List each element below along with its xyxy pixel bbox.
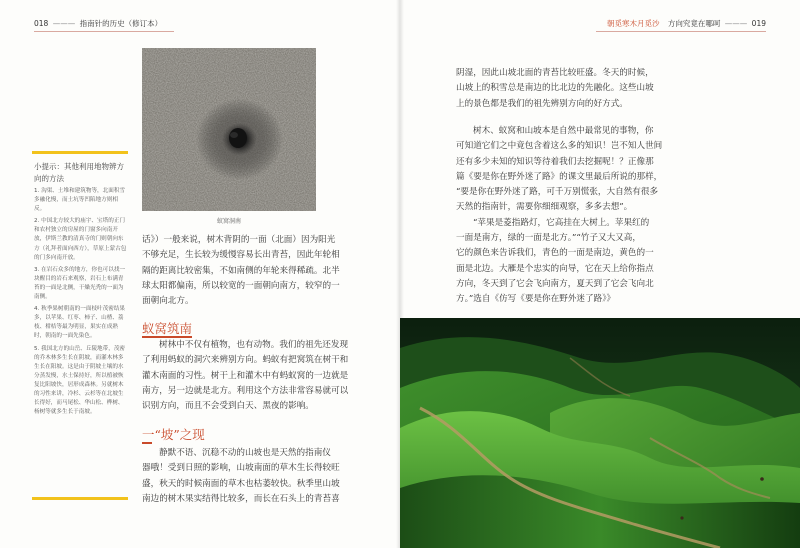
tip-bar-top	[32, 151, 128, 154]
text-line: 可知道它们之中竟包含着这么多的知识！岂不知人世间	[456, 141, 663, 152]
text-line: 球太阳都偏南，所以较宽的一面朝向南方，较窄的一	[142, 280, 340, 291]
text-line: 篇《要是你在野外迷了路》的课文里最后所说的那样，	[456, 171, 663, 182]
header-dash: ———	[724, 19, 748, 28]
section-name: 方向究竟在哪呵	[667, 19, 721, 28]
right-page-number: 019	[751, 19, 766, 28]
left-running-header	[34, 18, 162, 29]
text-line: 南边的树木果实结得比较多，而长在石头上的青苔喜	[142, 493, 340, 504]
right-header-rule	[596, 31, 766, 32]
left-page-number: 018	[34, 19, 49, 28]
left-paragraph-3	[142, 446, 360, 507]
text-line: 方向，冬天到了它会飞向南方，夏天到了它会飞向北	[456, 278, 654, 289]
section-rule	[142, 442, 152, 444]
right-running-header	[607, 18, 766, 29]
text-line: 方。”选自《仿写《要是你在野外迷了路》》	[456, 294, 616, 305]
tip-sidebar	[32, 151, 128, 500]
text-line: 静默不语、沉稳不动的山坡也是天然的指南仪	[159, 448, 331, 458]
text-line: 盛，秋天的时候南面的草木也枯萎较快。秋季里山坡	[142, 478, 340, 489]
ant-photo-caption: 蚁窝洞南	[216, 218, 241, 225]
text-line: 树林中不仅有植物，也有动物。我们的祖先还发现	[159, 340, 349, 350]
right-paragraph-1	[456, 66, 676, 112]
text-line: “要是你在野外迷了路，可千万别慌张，大自然有很多	[456, 187, 659, 198]
tip-item: 1. 沟渠、土堆和建筑物等，北面积雪多融化慢，而土坑等凹陷地方则相反。	[34, 188, 126, 213]
text-line: 它的颜色来告诉我们，青色的一面是南边，黄色的一	[456, 248, 654, 259]
tip-item: 5. 我国北方的山岳、丘陵地带，茂密的乔木林多生长在阴坡，而灌木林多生长在阳坡。这是由于阴坡土壤的水分蒸发慢，水土保持好，所以植被恢复比阳坡快，居形成森林。另就树木的习性来讲，冷杉、云杉等在北坡生长得好，而马尾松、华山松、桦树、杨树等就多生长于南坡。	[34, 345, 126, 416]
left-header-rule	[34, 31, 174, 32]
text-line: 灌木南面的习性。树干上和灌木中有蚂蚁窝的一边就是	[142, 370, 349, 381]
book-title: 指南针的历史（修订本）	[79, 19, 163, 28]
text-line: 话》）一般来说，树木背阴的一面（北面）因为阳光	[142, 235, 336, 245]
left-paragraph-1	[142, 233, 360, 309]
text-line: 山坡上的积雪总是南边的比北边的先融化。这些山坡	[456, 83, 654, 94]
tip-item: 3. 在岩石众多的地方，你也可以找一块醒目的岩石来观察，岩石上布满青苔的一面是北侧，干燥光秃的一面为南侧。	[34, 266, 126, 301]
text-line: 隔的距离比较密集，不如南侧的年轮来得稀疏。北半	[142, 265, 340, 276]
text-line: 一面是南方，绿的一面是北方。”“竹子又大又高，	[456, 233, 641, 244]
green-hills-photo	[400, 318, 800, 548]
text-line: 天然的指南针，需要你细细观察，多多去想”。	[456, 202, 633, 213]
text-line: 上的景色都是我们的祖先辨别方向的好方式。	[456, 98, 628, 109]
ant-nest-texture	[142, 48, 316, 211]
text-line: 器哦！受到日照的影响，山坡南面的草木生长得较旺	[142, 463, 340, 474]
text-line: 面是北边。大雁是个忠实的向导，它在天上给你指点	[456, 263, 654, 274]
section-title-slope: 一“坡”之现	[142, 427, 205, 442]
ant-nest-photo	[142, 48, 316, 211]
text-line: 不够充足，生长较为缓慢容易长出青苔，因此年轮相	[142, 250, 340, 261]
tip-item: 4. 秋季果树朝南的一面枝叶茂密结果多，以苹果、红枣、柿子、山楂、荔枝、柑桔等最为明显，果实在成熟时，朝南的一面先染色。	[34, 306, 126, 340]
text-line: “苹果是菱指路灯，它高挂在大树上。苹果红的	[473, 217, 650, 228]
tip-item: 2. 中国北方较大的庙宇、宝塔的正门和农村独立的房屋的门窗多向南开放，伊斯兰教的清真寺的门则朝向东方（礼拜者面向西方），草原上蒙古包的门多向南开放。	[34, 218, 127, 261]
section-title-ant-nest: 蚁窝筑南	[142, 321, 193, 336]
text-line: 还有多少未知的知识等待着我们去挖掘呢！？正像那	[456, 156, 654, 167]
header-dash: ———	[52, 19, 76, 28]
text-line: 识别方向，而且不会受到白天、黑夜的影响。	[142, 401, 314, 412]
text-line: 了利用蚂蚁的洞穴来辨别方向。蚂蚁有把窝筑在树干和	[142, 355, 349, 366]
left-paragraph-2	[142, 338, 360, 414]
tip-title: 小提示：其他利用地物辨方向的方法	[34, 162, 124, 183]
right-paragraph-2	[456, 124, 676, 308]
tip-body	[34, 187, 128, 420]
tip-bar-bottom	[32, 497, 128, 500]
text-line: 树木、蚁窝和山坡本是自然中最常见的事物，你	[473, 126, 654, 136]
hills-illustration	[400, 318, 800, 548]
text-line: 阴湿，因此山坡北面的青苔比较旺盛。冬天的时候，	[456, 68, 654, 78]
text-line: 南方，另一边就是北方。利用这个方法非常容易就可以	[142, 385, 349, 396]
chapter-title: 朝觅寒木月觅沙	[607, 19, 660, 28]
text-line: 面朝向北方。	[142, 296, 194, 307]
